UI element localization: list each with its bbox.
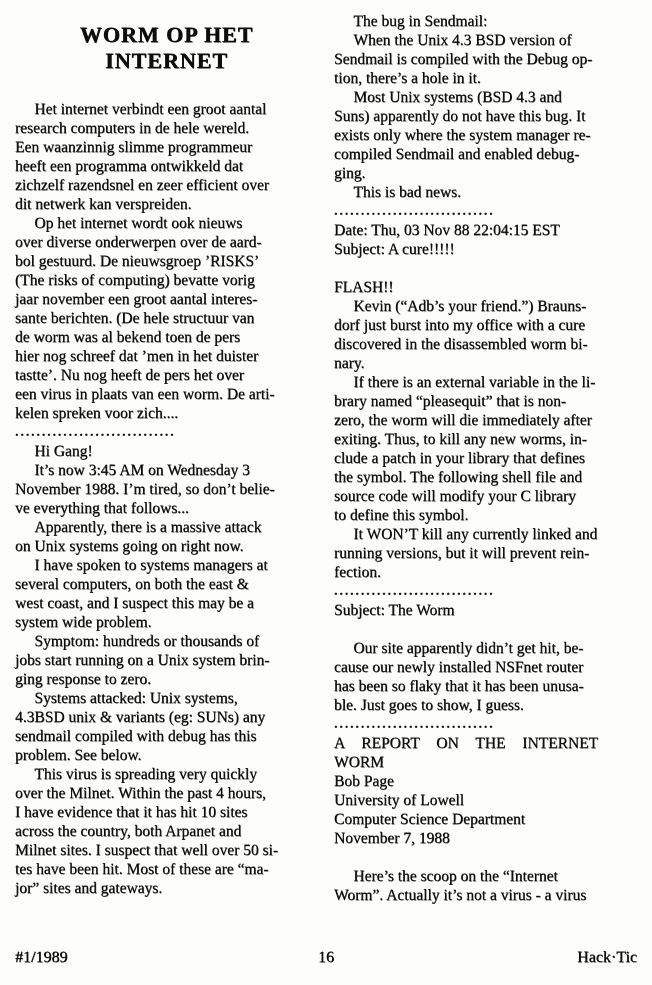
text-line: Symptom: hundreds or thousands of [15,633,260,650]
text-line: Sendmail is compiled with the Debug op- [334,51,593,68]
text-line: heeft een programma ontwikkeld dat [15,158,244,175]
text-line: It WON’T kill any currently linked and [334,526,598,543]
left-column [15,12,318,905]
text-line: 4.3BSD unix & variants (eg: SUNs) any [15,709,266,726]
text-line: Systems attacked: Unix systems, [15,690,238,707]
text-line: This is bad news. [334,184,462,201]
text-line: WORM [334,754,384,771]
text-line: zichzelf razendsnel en zeer efficient over [15,177,270,194]
text-line: November 1988. I’m tired, so don’t belie- [15,481,275,498]
text-line: Een waanzinnig slimme programmeur [15,139,253,156]
text-line: Date: Thu, 03 Nov 88 22:04:15 EST [334,222,560,239]
text-line: several computers, on both the east & [15,576,249,593]
text-line: I have evidence that it has hit 10 sites [15,804,248,821]
text-line: Milnet sites. I suspect that well over 50 si- [15,842,279,859]
text-line: If there is an external variable in the li- [334,374,596,391]
blank-line [334,620,637,639]
dotted-divider: .............................. [15,424,176,440]
text-line: Suns) apparently do not have this bug. It [334,108,586,125]
text-line: cause our newly installed NSFnet router [334,659,584,676]
blank-line [334,848,637,867]
text-line: This virus is spreading very quickly [15,766,257,783]
text-line: zero, the worm will die immediately after [334,412,592,429]
text-line: problem. See below. [15,747,142,764]
text-line: Here’s the scoop on the “Internet [334,868,558,885]
paragraph [334,867,637,905]
text-line: tastte’. Nu nog heeft de pers het over [15,367,244,384]
text-line: FLASH!! [334,279,394,296]
text-line: kelen spreken voor zich.... [15,405,179,422]
text-line: hier nog schreef dat ’men in het duister [15,348,259,365]
text-line: jobs start running on a Unix system brin- [15,652,270,669]
text-line: Subject: A cure!!!!! [334,241,455,258]
text-line: sendmail compiled with debug has this [15,728,257,745]
page-footer [15,949,637,969]
dotted-divider: .............................. [334,716,495,732]
text-line: exiting. Thus, to kill any new worms, in- [334,431,587,448]
paragraph [334,734,637,753]
text-line: een virus in plaats van een worm. De arti- [15,386,275,403]
text-line: dit netwerk kan verspreiden. [15,196,192,213]
text-line: Op het internet wordt ook nieuws [15,215,243,232]
right-column [334,12,637,905]
text-line: Most Unix systems (BSD 4.3 and [334,89,562,106]
text-line: Kevin (“Adb’s your friend.”) Brauns- [334,298,587,315]
text-line: University of Lowell [334,792,465,809]
text-line: jor” sites and gateways. [15,880,163,897]
text-line: The bug in Sendmail: [334,13,488,30]
text-line: ging response to zero. [15,671,152,688]
text-line: over the Milnet. Within the past 4 hours, [15,785,266,802]
text-line: Hi Gang! [15,443,93,460]
text-line: nary. [334,355,365,372]
footer-page-number: 16 [318,949,334,966]
footer-magazine-name: Hack·Tic [577,949,637,966]
text-line: to define this symbol. [334,507,469,524]
text-line: fection. [334,564,381,581]
text-line: tes have been hit. Most of these are “ma- [15,861,269,878]
text-line: clude a patch in your library that defines [334,450,585,467]
paragraph [334,12,637,202]
paragraph [15,100,318,423]
text-line: running versions, but it will prevent rein- [334,545,590,562]
text-line: A REPORT ON THE INTERNET [334,735,599,752]
text-line: tion, there’s a hole in it. [334,70,481,87]
text-line: has been so flaky that it has been unusa- [334,678,584,695]
text-line: ging. [334,165,366,182]
text-line: the symbol. The following shell file and [334,469,583,486]
blank-line [334,259,637,278]
text-line: jaar november een groot aantal interes- [15,291,258,308]
text-line: exists only where the system manager re- [334,127,591,144]
text-line: over diverse onderwerpen over de aard- [15,234,262,251]
text-line: research computers in de hele wereld. [15,120,250,137]
dotted-divider: .............................. [334,203,495,219]
text-line: discovered in the disassembled worm bi- [334,336,588,353]
text-line: Subject: The Worm [334,602,455,619]
paragraph [334,221,637,259]
text-line: ble. Just goes to show, I guess. [334,697,524,714]
text-line: on Unix systems going on right now. [15,538,244,555]
article-title [15,22,318,74]
text-line: It’s now 3:45 AM on Wednesday 3 [15,462,250,479]
article-title-line: WORM OP HET [79,22,254,47]
text-line: Worm”. Actually it’s not a virus - a virus [334,887,587,904]
text-line: system wide problem. [15,614,152,631]
article-title-line: INTERNET [105,48,228,73]
paragraph [334,639,637,715]
text-line: November 7, 1988 [334,830,450,847]
paragraph [15,442,318,898]
text-line: dorf just burst into my office with a cure [334,317,586,334]
paragraph [334,278,637,582]
text-line: (The risks of computing) bevatte vorig [15,272,255,289]
paragraph [334,601,637,620]
text-line: When the Unix 4.3 BSD version of [334,32,572,49]
footer-issue-number: #1/1989 [15,949,68,966]
text-line: across the country, both Arpanet and [15,823,242,840]
text-line: Apparently, there is a massive attack [15,519,262,536]
text-line: sante berichten. (De hele structuur van [15,310,255,327]
text-line: Bob Page [334,773,394,790]
text-line: Computer Science Department [334,811,526,828]
text-line: de worm was al bekend toen de pers [15,329,241,346]
text-line: Het internet verbindt een groot aantal [15,101,267,118]
text-line: brary named “pleasequit” that is non- [334,393,566,410]
text-line: source code will modify your C library [334,488,576,505]
paragraph [334,753,637,848]
text-line: west coast, and I suspect this may be a [15,595,254,612]
text-line: ve everything that follows... [15,500,189,517]
text-line: compiled Sendmail and enabled debug- [334,146,580,163]
dotted-divider: .............................. [334,583,495,599]
text-line: bol gestuurd. De nieuwsgroep ’RISKS’ [15,253,260,270]
text-line: I have spoken to systems managers at [15,557,268,574]
text-line: Our site apparently didn’t get hit, be- [334,640,584,657]
